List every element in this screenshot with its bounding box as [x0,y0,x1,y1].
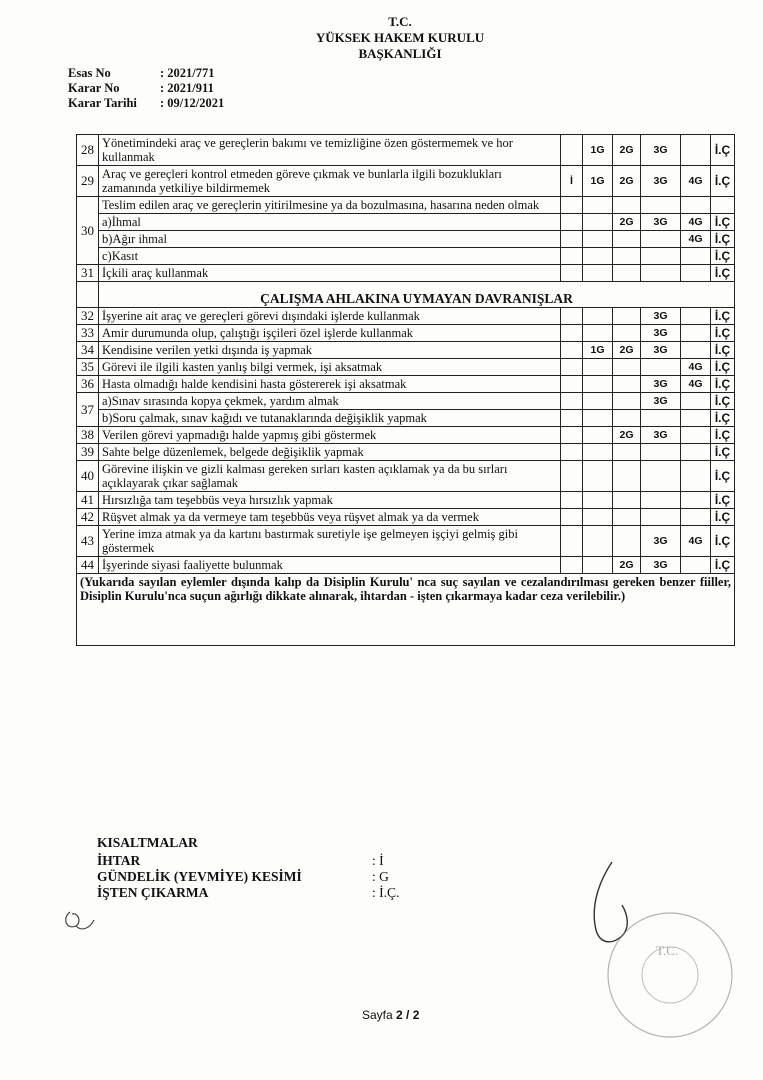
page-current: 2 / 2 [396,1008,420,1022]
table-row [77,265,735,282]
g3-cell: 3G [641,325,681,342]
header-institution: YÜKSEK HAKEM KURULU [315,30,485,45]
isten-cikarma-cell: İ.Ç [711,410,735,427]
row-number: 29 [77,166,99,197]
ihtar-cell [561,325,583,342]
page-label: Sayfa [362,1008,397,1022]
page-number [362,1008,419,1022]
g1-cell [583,265,613,282]
g2-cell [613,265,641,282]
abbr-term: GÜNDELİK (YEVMİYE) KESİMİ [97,869,302,884]
ihtar-cell [561,509,583,526]
row-description: Amir durumunda olup, çalıştığı işçileri özel işlerde kullanmak [99,325,561,342]
g4-cell: 4G [681,526,711,557]
karar-label: Karar No [68,81,120,95]
g1-cell [583,526,613,557]
table-row [77,526,735,557]
ihtar-cell [561,410,583,427]
g2-cell [613,308,641,325]
g2-cell [613,444,641,461]
row-number: 36 [77,376,99,393]
row-description: Hırsızlığa tam teşebbüs veya hırsızlık yapmak [99,492,561,509]
table-row [77,197,735,214]
isten-cikarma-cell: İ.Ç [711,166,735,197]
isten-cikarma-cell: İ.Ç [711,557,735,574]
g3-cell [641,461,681,492]
footnote-text: (Yukarıda sayılan eylemler dışında kalıp da Disiplin Kurulu' nca suç sayılan ve cezalandırılması gereken benzer fiiller, Disiplin Kurulu'nca suçun ağırlığı dikkate alınarak, ihtardan - işten çıkarmaya kadar ceza verilebilir.) [77,574,735,646]
g3-cell [641,197,681,214]
row-description: Rüşvet almak ya da vermeye tam teşebbüs veya rüşvet almak ya da vermek [99,509,561,526]
row-number: 28 [77,135,99,166]
g4-cell [681,557,711,574]
g2-cell [613,492,641,509]
g2-cell [613,393,641,410]
g2-cell: 2G [613,166,641,197]
ihtar-cell [561,248,583,265]
karar-tarihi-value: : 09/12/2021 [160,96,225,110]
g4-cell [681,427,711,444]
isten-cikarma-cell: İ.Ç [711,376,735,393]
g4-cell [681,393,711,410]
g3-cell [641,248,681,265]
row-description: İşyerinde siyasi faaliyette bulunmak [99,557,561,574]
row-description: b)Ağır ihmal [99,231,561,248]
g4-cell [681,325,711,342]
ihtar-cell [561,393,583,410]
ihtar-cell [561,427,583,444]
abbr-term: İŞTEN ÇIKARMA [97,885,209,900]
abbr-code: : İ.Ç. [372,885,400,900]
g2-cell [613,248,641,265]
section-title: ÇALIŞMA AHLAKINA UYMAYAN DAVRANIŞLAR [99,282,735,308]
row-description: İçkili araç kullanmak [99,265,561,282]
header-tc: T.C. [388,14,412,29]
row-number: 34 [77,342,99,359]
ihtar-cell [561,308,583,325]
isten-cikarma-cell: İ.Ç [711,248,735,265]
table-row [77,135,735,166]
g4-cell [681,461,711,492]
abbr-term: İHTAR [97,853,141,868]
g3-cell: 3G [641,393,681,410]
row-description: a)İhmal [99,214,561,231]
g3-cell [641,492,681,509]
ihtar-cell [561,461,583,492]
abbr-item [97,885,399,901]
row-number: 37 [77,393,99,427]
table-row [77,393,735,410]
g2-cell: 2G [613,427,641,444]
row-description: Verilen görevi yapmadığı halde yapmış gibi göstermek [99,427,561,444]
g1-cell [583,427,613,444]
g1-cell: 1G [583,342,613,359]
g4-cell: 4G [681,376,711,393]
row-description: a)Sınav sırasında kopya çekmek, yardım almak [99,393,561,410]
isten-cikarma-cell: İ.Ç [711,214,735,231]
header-presidency: BAŞKANLIĞI [358,46,442,61]
g4-cell [681,265,711,282]
g4-cell [681,509,711,526]
abbr-item [97,869,399,885]
row-number: 32 [77,308,99,325]
g3-cell: 3G [641,135,681,166]
g2-cell: 2G [613,557,641,574]
table-row [77,492,735,509]
abbreviations [97,835,399,901]
document-header [250,14,550,62]
g2-cell [613,325,641,342]
ihtar-cell [561,557,583,574]
row-number: 41 [77,492,99,509]
g2-cell: 2G [613,135,641,166]
row-number: 44 [77,557,99,574]
abbr-item [97,853,399,869]
row-number: 42 [77,509,99,526]
row-number: 40 [77,461,99,492]
g4-cell: 4G [681,214,711,231]
table-row [77,376,735,393]
g1-cell [583,231,613,248]
ihtar-cell [561,342,583,359]
row-description: İşyerine ait araç ve gereçleri görevi dışındaki işlerde kullanmak [99,308,561,325]
g4-cell [681,342,711,359]
g3-cell: 3G [641,214,681,231]
row-description: Sahte belge düzenlemek, belgede değişiklik yapmak [99,444,561,461]
row-number: 43 [77,526,99,557]
ihtar-cell [561,231,583,248]
abbr-code: : İ [372,853,384,868]
g3-cell: 3G [641,166,681,197]
isten-cikarma-cell: İ.Ç [711,427,735,444]
g1-cell [583,325,613,342]
table-row [77,427,735,444]
row-number: 35 [77,359,99,376]
g4-cell [681,308,711,325]
row-description: b)Soru çalmak, sınav kağıdı ve tutanaklarında değişiklik yapmak [99,410,561,427]
table-row [77,166,735,197]
g3-cell [641,444,681,461]
abbreviations-title: KISALTMALAR [97,835,198,850]
ihtar-cell [561,376,583,393]
signature-mark [594,862,627,942]
table-row [77,410,735,427]
isten-cikarma-cell: İ.Ç [711,393,735,410]
esas-value: : 2021/771 [160,66,215,80]
g4-cell: 4G [681,166,711,197]
g2-cell [613,231,641,248]
g2-cell [613,526,641,557]
row-description: Yerine imza atmak ya da kartını bastırmak suretiyle işe gelmeyen işçiyi gelmiş gibi göstermek [99,526,561,557]
g3-cell: 3G [641,376,681,393]
karar-tarihi-label: Karar Tarihi [68,96,137,110]
isten-cikarma-cell: İ.Ç [711,444,735,461]
g2-cell [613,197,641,214]
g1-cell [583,214,613,231]
table-row [77,557,735,574]
isten-cikarma-cell: İ.Ç [711,342,735,359]
ihtar-cell [561,526,583,557]
ihtar-cell: İ [561,166,583,197]
row-description: Teslim edilen araç ve gereçlerin yitirilmesine ya da bozulmasına, hasarına neden olmak [99,197,561,214]
isten-cikarma-cell: İ.Ç [711,509,735,526]
row-number: 31 [77,265,99,282]
official-stamp [608,913,732,1037]
g1-cell [583,509,613,526]
isten-cikarma-cell: İ.Ç [711,135,735,166]
g2-cell [613,410,641,427]
isten-cikarma-cell: İ.Ç [711,492,735,509]
g1-cell [583,492,613,509]
isten-cikarma-cell: İ.Ç [711,231,735,248]
isten-cikarma-cell [711,197,735,214]
g1-cell [583,197,613,214]
g1-cell [583,248,613,265]
g1-cell [583,393,613,410]
esas-label: Esas No [68,66,111,80]
case-meta [68,66,224,111]
isten-cikarma-cell: İ.Ç [711,461,735,492]
stamp-text: T.C. [656,943,679,958]
g2-cell [613,461,641,492]
table-row [77,509,735,526]
g2-cell: 2G [613,342,641,359]
ihtar-cell [561,359,583,376]
g4-cell [681,248,711,265]
g1-cell [583,557,613,574]
g3-cell [641,410,681,427]
table-row [77,444,735,461]
g1-cell: 1G [583,166,613,197]
g3-cell [641,359,681,376]
g1-cell [583,444,613,461]
g2-cell [613,376,641,393]
ihtar-cell [561,444,583,461]
table-row [77,342,735,359]
isten-cikarma-cell: İ.Ç [711,308,735,325]
g2-cell [613,509,641,526]
discipline-table [76,134,735,646]
g4-cell [681,135,711,166]
g2-cell: 2G [613,214,641,231]
table-row [77,214,735,231]
g1-cell [583,410,613,427]
isten-cikarma-cell: İ.Ç [711,359,735,376]
row-description: Görevine ilişkin ve gizli kalması gereken sırları kasten açıklamak ya da bu sırları açıklayarak çıkar sağlamak [99,461,561,492]
isten-cikarma-cell: İ.Ç [711,265,735,282]
g3-cell: 3G [641,526,681,557]
table-row [77,248,735,265]
g1-cell [583,308,613,325]
g3-cell: 3G [641,427,681,444]
row-number: 38 [77,427,99,444]
g2-cell [613,359,641,376]
table-row [77,461,735,492]
ihtar-cell [561,492,583,509]
g4-cell [681,492,711,509]
ihtar-cell [561,265,583,282]
row-number: 33 [77,325,99,342]
row-description: Kendisine verilen yetki dışında iş yapmak [99,342,561,359]
row-number: 30 [77,197,99,265]
abbr-code: : G [372,869,389,884]
ihtar-cell [561,135,583,166]
g1-cell [583,376,613,393]
g4-cell: 4G [681,359,711,376]
isten-cikarma-cell: İ.Ç [711,325,735,342]
g3-cell [641,231,681,248]
row-description: Görevi ile ilgili kasten yanlış bilgi vermek, işi aksatmak [99,359,561,376]
g4-cell [681,410,711,427]
table-row [77,325,735,342]
g4-cell [681,444,711,461]
g1-cell: 1G [583,135,613,166]
table-row [77,231,735,248]
g3-cell: 3G [641,308,681,325]
g3-cell [641,265,681,282]
g1-cell [583,359,613,376]
table-row [77,308,735,325]
g1-cell [583,461,613,492]
row-description: Araç ve gereçleri kontrol etmeden göreve çıkmak ve bunlarla ilgili bozuklukları zamanında yetkiliye bildirmemek [99,166,561,197]
initials-mark [66,912,94,929]
g3-cell: 3G [641,342,681,359]
footnote-row [77,574,735,646]
row-description: Hasta olmadığı halde kendisini hasta göstererek işi aksatmak [99,376,561,393]
row-description: Yönetimindeki araç ve gereçlerin bakımı ve temizliğine özen göstermemek ve hor kullanmak [99,135,561,166]
row-number: 39 [77,444,99,461]
karar-value: : 2021/911 [160,81,214,95]
g4-cell: 4G [681,231,711,248]
ihtar-cell [561,214,583,231]
ihtar-cell [561,197,583,214]
g3-cell: 3G [641,557,681,574]
table-row [77,359,735,376]
g4-cell [681,197,711,214]
row-description: c)Kasıt [99,248,561,265]
section-row [77,282,735,308]
g3-cell [641,509,681,526]
isten-cikarma-cell: İ.Ç [711,526,735,557]
